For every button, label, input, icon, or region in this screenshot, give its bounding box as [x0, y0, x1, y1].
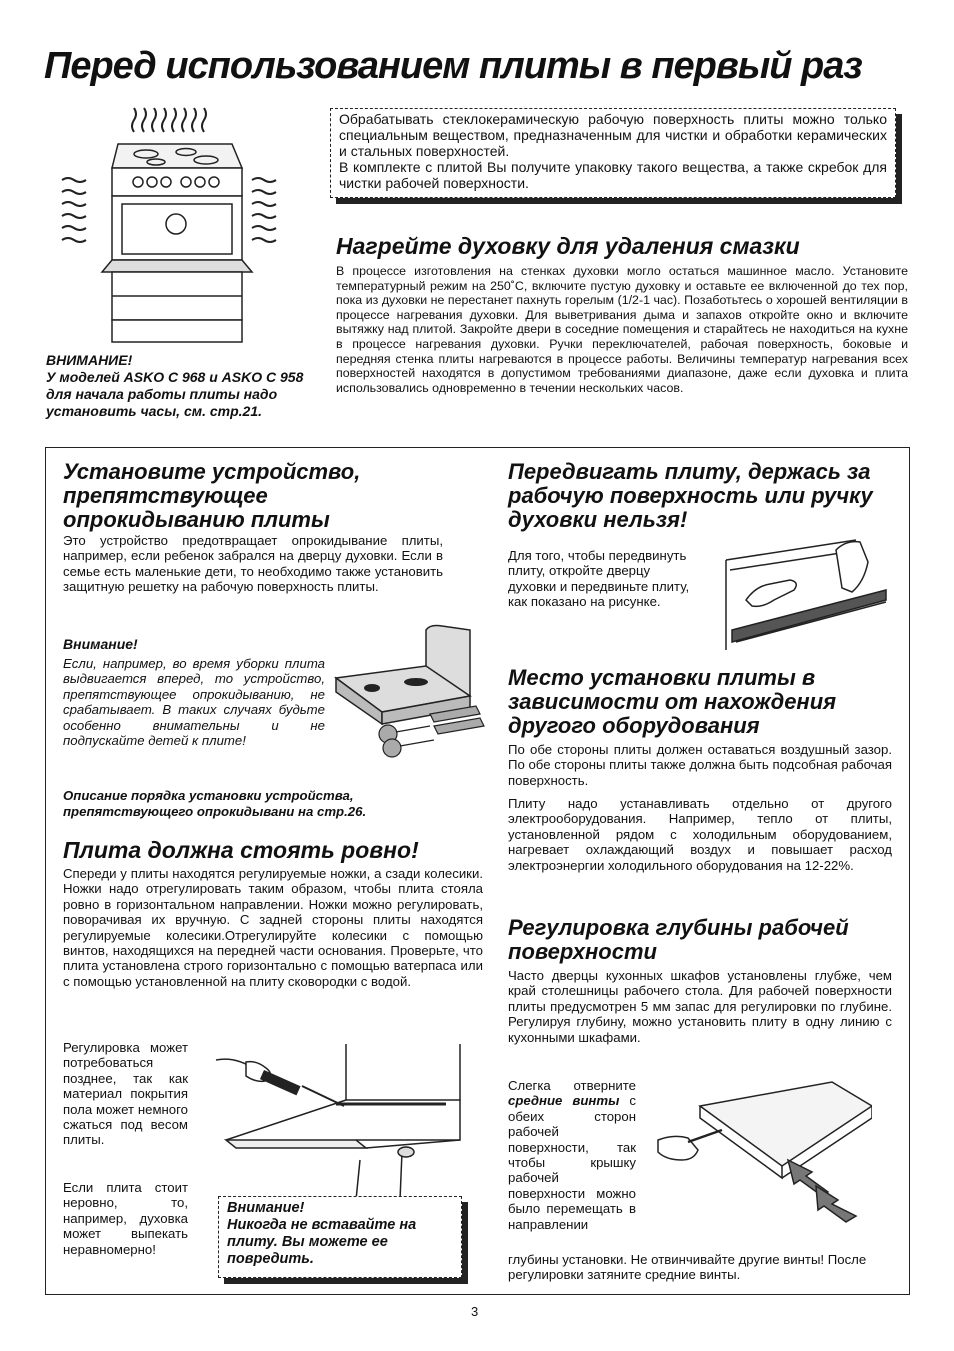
level-adjust-illustration — [206, 1040, 474, 1200]
placement-heading: Место установки плиты в зависимости от нахождения другого оборудования — [508, 665, 837, 738]
anti-tip-text: Это устройство предотвращает опрокидывание плиты, например, если ребенок забрался на дверцу духовки. Если в семье есть маленькие дети, то необходимо также установить защитную решетку на рабочую поверхность плиты. — [63, 533, 443, 595]
depth-side-post: с обеих сторон рабочей поверхности, так чтобы крышку рабочей поверхности можно было перемещать в направлении — [508, 1093, 636, 1232]
warning-text: Никогда не вставайте на плиту. Вы можете ее повредить. — [227, 1217, 417, 1267]
anti-tip-bracket-illustration — [330, 622, 490, 762]
page-number: 3 — [471, 1304, 479, 1319]
depth-adjust-illustration — [652, 1076, 872, 1226]
depth-side-text — [508, 1078, 636, 1232]
attention-label: ВНИМАНИЕ! — [46, 352, 133, 368]
level-side-text-1: Регулировка может потребоваться позднее, так как материал покрытия пола может немного сжаться под весом плиты. — [63, 1040, 188, 1148]
placement-text-2: Плиту надо устанавливать отдельно от другого электрооборудования. Например, тепло от плиты, установленной рядом с холодильным оборудованием, нагревает охлаждающий воздух и повышает расход электроэнергии холодильного оборудования на 12-22%. — [508, 796, 892, 873]
depth-side-pre: Слегка отверните — [508, 1078, 636, 1093]
stove-illustration — [56, 100, 306, 350]
page-title: Перед использованием плиты в первый раз — [44, 45, 862, 87]
intro-note-box — [330, 108, 896, 198]
depth-tail-text: глубины установки. Не отвинчивайте другие винты! После регулировки затяните средние винты. — [508, 1252, 867, 1283]
heat-oven-text: В процессе изготовления на стенках духовки могло остаться машинное масло. Установите температурный режим на 250˚C, включите пустую духовку и оставьте ее включенной до тех пор, пока из духовки не перестанет пахнуть горелым (1/2-1 час). Позаботьтесь о хорошей вентиляции в процессе нагревания духовки. Для выветривания дыма и запахов откройте окно и включите вытяжку над плитой. Закройте двери в соседние помещения и старайтесь не находиться на кухне в процессе нагревания духовки. Ручки переключателей, рабочая поверхность, боковые и передняя стенка плиты нагреваются в процессе работы. Величины температур нагревания всех поверхностей находятся в допустимом требованиями диапазоне, даже если духовка и плита использовались одновременно в течении нескольких часов. — [336, 264, 908, 395]
attention-text: У моделей ASKO С 968 и ASKO С 958 для начала работы плиты надо установить часы, см. стр.21. — [46, 369, 304, 419]
placement-text-1: По обе стороны плиты должен оставаться воздушный зазор. По обе стороны плиты также должна быть подсобная рабочая поверхность. — [508, 742, 893, 788]
intro-text-1: Обрабатывать стеклокерамическую рабочую поверхность плиты можно только специальным веществом, предназначенным для чистки и обработки керамических и стальных поверхностей. — [339, 111, 887, 159]
warning-box — [218, 1196, 462, 1278]
anti-tip-note: Описание порядка установки устройства, препятствующего опрокидывани на стр.26. — [63, 788, 367, 819]
heat-oven-heading: Нагрейте духовку для удаления смазки — [336, 233, 800, 259]
depth-side-bold: средние винты — [508, 1093, 620, 1109]
move-stove-illustration — [716, 530, 892, 654]
move-text: Для того, чтобы передвинуть плиту, откройте дверцу духовки и передвиньте плиту, как показано на рисунке. — [508, 548, 690, 610]
anti-tip-attention-text: Если, например, во время уборки плита выдвигается вперед, то устройство, препятствующее опрокидыванию, не срабатывает. В таких случаях будьте особенно внимательны и не подпускайте детей к плите! — [63, 656, 325, 749]
anti-tip-heading: Установите устройство, препятствующее опрокидыванию плиты — [63, 459, 361, 532]
level-heading: Плита должна стоять ровно! — [63, 837, 419, 863]
anti-tip-attention-label: Внимание! — [63, 636, 138, 652]
depth-heading: Регулировка глубины рабочей поверхности — [508, 915, 849, 964]
intro-text-2: В комплекте с плитой Вы получите упаковку такого вещества, а также скребок для чистки рабочей поверхности. — [339, 159, 887, 191]
depth-text: Часто дверцы кухонных шкафов установлены глубже, чем край столешницы рабочего стола. Для рабочей поверхности плиты предусмотрен 5 мм запас для регулировки по глубине. Регулируя глубину, можно установить плиту в одну линию с кухонными шкафами. — [508, 968, 892, 1045]
attention-clock-note — [46, 352, 318, 420]
move-heading: Передвигать плиту, держась за рабочую поверхность или ручку духовки нельзя! — [508, 459, 873, 532]
level-text: Спереди у плиты находятся регулируемые ножки, а сзади колесики. Ножки надо отрегулировать таким образом, чтобы плита стояла ровно в горизонтальном направлении. Ножки можно регулировать, поворачивая их вручную. С задней стороны плиты находятся регулируемые колесики.Отрегулируйте колесики с помощью винтов, находящихся на передней части основания. Проверьте, что плита установлена строго горизонтально с помощью ватерпаса или с помощью установленной на плиту сковородки с водой. — [63, 866, 483, 989]
warning-label: Внимание! — [227, 1200, 305, 1216]
level-side-text-2: Если плита стоит неровно, то, например, духовка может выпекать неравномерно! — [63, 1180, 188, 1257]
